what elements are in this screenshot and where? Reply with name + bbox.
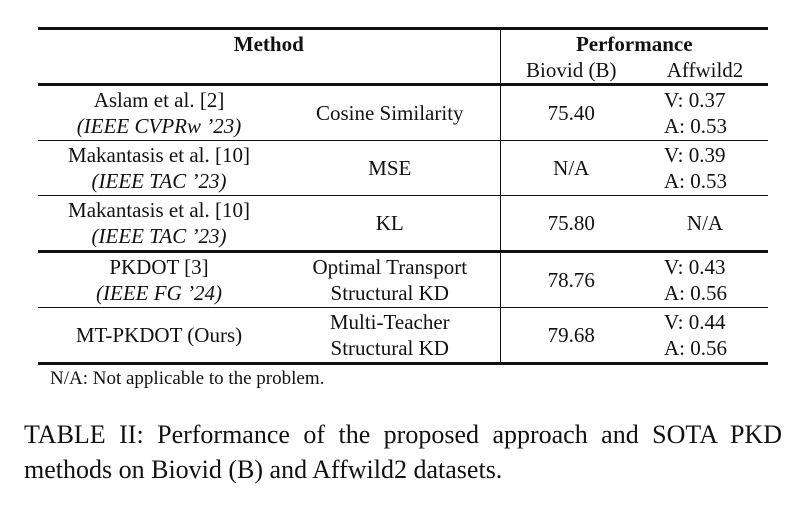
table-row xyxy=(38,196,768,252)
header-biovid: Biovid (B) xyxy=(500,57,642,85)
loss-cell: Cosine Similarity xyxy=(280,85,500,141)
affwild-cell: V: 0.44 A: 0.56 xyxy=(642,308,768,364)
table-caption: TABLE II: Performance of the proposed approach and SOTA PKD methods on Biovid (B) and Affwild2 datasets. xyxy=(24,420,782,484)
method-cell: Aslam et al. [2] (IEEE CVPRw ’23) xyxy=(38,85,280,141)
method-cell: MT-PKDOT (Ours) xyxy=(38,308,280,364)
affwild-cell: V: 0.39 A: 0.53 xyxy=(642,141,768,196)
biovid-cell: 75.40 xyxy=(500,85,642,141)
biovid-cell: N/A xyxy=(500,141,642,196)
table-row xyxy=(38,308,768,364)
method-cell: Makantasis et al. [10] (IEEE TAC ’23) xyxy=(38,141,280,196)
table-footnote: N/A: Not applicable to the problem. xyxy=(38,364,768,394)
biovid-cell: 78.76 xyxy=(500,252,642,308)
loss-cell: Multi-Teacher Structural KD xyxy=(280,308,500,364)
header-performance: Performance xyxy=(500,29,768,58)
method-cell: PKDOT [3] (IEEE FG ’24) xyxy=(38,252,280,308)
header-method: Method xyxy=(38,29,500,58)
affwild-cell: N/A xyxy=(642,196,768,252)
table-row xyxy=(38,252,768,308)
biovid-cell: 79.68 xyxy=(500,308,642,364)
loss-cell: Optimal Transport Structural KD xyxy=(280,252,500,308)
table-row xyxy=(38,141,768,196)
loss-cell: KL xyxy=(280,196,500,252)
biovid-cell: 75.80 xyxy=(500,196,642,252)
header-affwild: Affwild2 xyxy=(666,58,744,82)
results-table xyxy=(38,27,768,393)
method-cell: Makantasis et al. [10] (IEEE TAC ’23) xyxy=(38,196,280,252)
table-row xyxy=(38,85,768,141)
loss-cell: MSE xyxy=(280,141,500,196)
affwild-cell: V: 0.37 A: 0.53 xyxy=(642,85,768,141)
affwild-cell: V: 0.43 A: 0.56 xyxy=(642,252,768,308)
